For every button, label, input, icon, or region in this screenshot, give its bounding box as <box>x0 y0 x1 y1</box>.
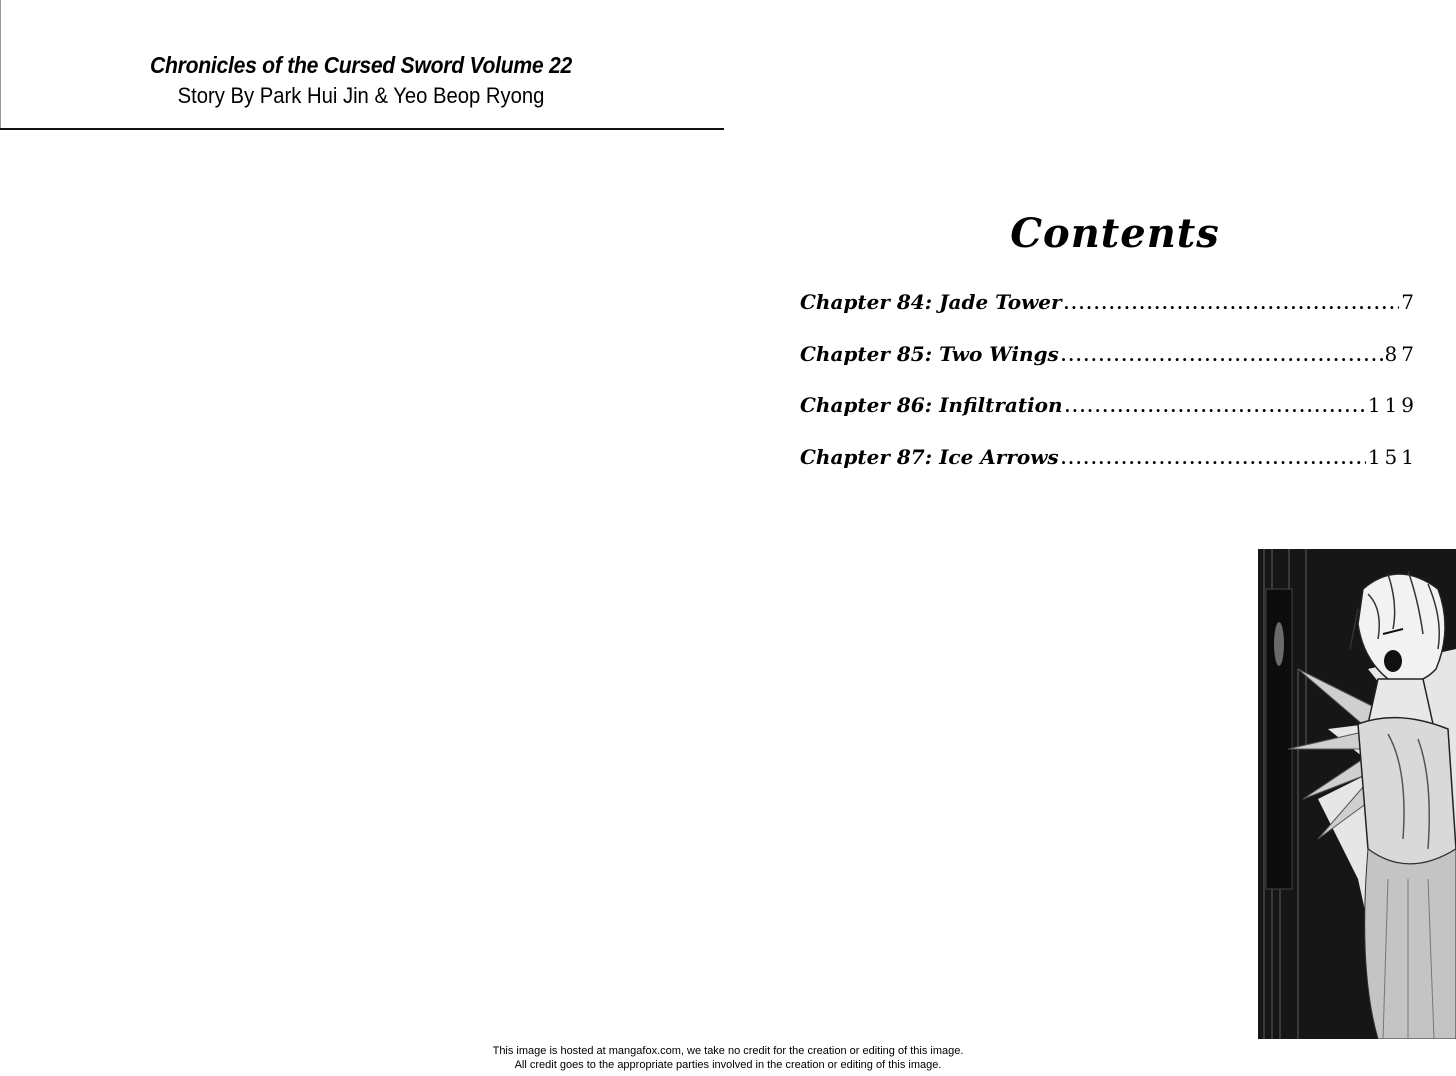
toc-chapter-title: Two Wings <box>939 341 1059 366</box>
toc-page-number: 87 <box>1384 341 1418 366</box>
toc-chapter-label <box>800 445 1059 469</box>
volume-title: Chronicles of the Cursed Sword Volume 22 <box>149 52 573 78</box>
toc-leader-dots <box>1065 397 1366 416</box>
toc-chapter-number: Chapter 84: <box>800 290 933 314</box>
toc-chapter-number: Chapter 86: <box>800 393 933 417</box>
manga-character-illustration <box>1258 549 1456 1039</box>
toc-chapter-title: Jade Tower <box>939 290 1062 314</box>
header-divider <box>0 128 724 130</box>
toc-chapter-label <box>800 393 1063 417</box>
story-credits: Story By Park Hui Jin & Yeo Beop Ryong <box>177 83 545 108</box>
toc-entry <box>800 445 1418 497</box>
toc-leader-dots <box>1061 449 1366 468</box>
hosting-notice-line1: This image is hosted at mangafox.com, we take no credit for the creation or editing of this image. <box>492 1045 964 1057</box>
toc-entry <box>800 290 1418 342</box>
toc-chapter-number: Chapter 85: <box>800 341 933 366</box>
toc-page-number: 119 <box>1367 393 1418 417</box>
character-artwork <box>1258 549 1456 1039</box>
toc-chapter-label <box>800 342 1059 366</box>
toc-entry <box>800 393 1418 445</box>
hosting-notice <box>0 1044 1456 1072</box>
toc-leader-dots <box>1061 346 1383 365</box>
contents-heading: Contents <box>1010 210 1220 257</box>
hosting-notice-line2: All credit goes to the appropriate parties involved in the creation or editing of this image. <box>514 1059 942 1071</box>
toc-chapter-title: Ice Arrows <box>939 444 1059 469</box>
toc-chapter-label <box>800 290 1062 314</box>
toc-entry <box>800 342 1418 394</box>
toc-chapter-title: Infiltration <box>939 393 1063 417</box>
toc-page-number: 7 <box>1401 290 1418 314</box>
volume-header <box>0 52 722 109</box>
toc-leader-dots <box>1064 294 1400 313</box>
table-of-contents <box>800 290 1418 496</box>
toc-page-number: 151 <box>1367 444 1418 469</box>
toc-chapter-number: Chapter 87: <box>800 444 933 469</box>
